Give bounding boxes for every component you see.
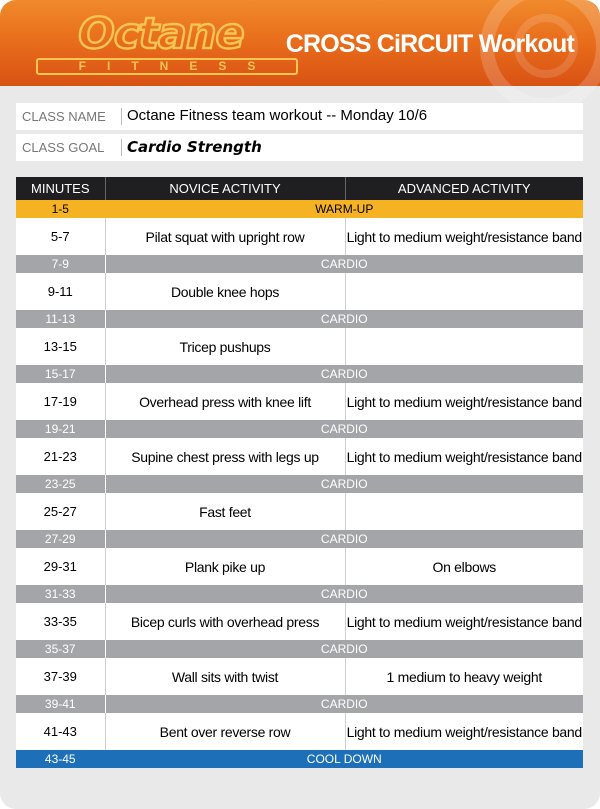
minutes-cell: 33-35 bbox=[16, 603, 105, 640]
column-header-minutes: MINUTES bbox=[16, 177, 105, 200]
novice-activity-cell: Fast feet bbox=[105, 493, 345, 530]
octane-logo bbox=[22, 9, 300, 75]
cardio-row bbox=[16, 310, 583, 328]
minutes-cell: 13-15 bbox=[16, 328, 105, 365]
cardio-row bbox=[16, 530, 583, 548]
activity-row bbox=[16, 548, 583, 585]
cardio-row bbox=[16, 585, 583, 603]
header-banner bbox=[0, 0, 600, 86]
cooldown-row bbox=[16, 750, 583, 768]
divider bbox=[121, 108, 122, 125]
class-name-row bbox=[16, 103, 583, 130]
minutes-cell: 19-21 bbox=[16, 420, 105, 438]
section-label: COOL DOWN bbox=[105, 750, 583, 768]
class-name-value: Octane Fitness team workout -- Monday 10/6 bbox=[127, 107, 428, 124]
advanced-activity-cell: 1 medium to heavy weight bbox=[345, 658, 583, 695]
minutes-cell: 5-7 bbox=[16, 218, 105, 255]
activity-row bbox=[16, 603, 583, 640]
section-label: CARDIO bbox=[105, 255, 583, 273]
cardio-row bbox=[16, 695, 583, 713]
minutes-cell: 23-25 bbox=[16, 475, 105, 493]
novice-activity-cell: Plank pike up bbox=[105, 548, 345, 585]
novice-activity-cell: Wall sits with twist bbox=[105, 658, 345, 695]
column-header-advanced: ADVANCED ACTIVITY bbox=[345, 177, 583, 200]
minutes-cell: 7-9 bbox=[16, 255, 105, 273]
novice-activity-cell: Supine chest press with legs up bbox=[105, 438, 345, 475]
section-label: CARDIO bbox=[105, 420, 583, 438]
activity-row bbox=[16, 713, 583, 750]
class-goal-value: Cardio Strength bbox=[127, 138, 262, 156]
advanced-activity-cell bbox=[345, 328, 583, 365]
minutes-cell: 35-37 bbox=[16, 640, 105, 658]
section-label: CARDIO bbox=[105, 640, 583, 658]
advanced-activity-cell: Light to medium weight/resistance band bbox=[345, 438, 583, 475]
logo-wordmark: Octane bbox=[78, 9, 244, 59]
activity-row bbox=[16, 658, 583, 695]
section-label: CARDIO bbox=[105, 530, 583, 548]
section-label: CARDIO bbox=[105, 365, 583, 383]
class-goal-row bbox=[16, 134, 583, 161]
advanced-activity-cell bbox=[345, 273, 583, 310]
table-header-row bbox=[16, 177, 583, 200]
divider bbox=[121, 139, 122, 156]
minutes-cell: 41-43 bbox=[16, 713, 105, 750]
cardio-row bbox=[16, 365, 583, 383]
schedule-table bbox=[16, 177, 583, 768]
activity-row bbox=[16, 328, 583, 365]
advanced-activity-cell: Light to medium weight/resistance band bbox=[345, 713, 583, 750]
novice-activity-cell: Double knee hops bbox=[105, 273, 345, 310]
advanced-activity-cell: On elbows bbox=[345, 548, 583, 585]
column-header-novice: NOVICE ACTIVITY bbox=[105, 177, 345, 200]
advanced-activity-cell: Light to medium weight/resistance band bbox=[345, 383, 583, 420]
section-label: CARDIO bbox=[105, 695, 583, 713]
minutes-cell: 11-13 bbox=[16, 310, 105, 328]
activity-row bbox=[16, 273, 583, 310]
novice-activity-cell: Overhead press with knee lift bbox=[105, 383, 345, 420]
activity-row bbox=[16, 438, 583, 475]
minutes-cell: 25-27 bbox=[16, 493, 105, 530]
minutes-cell: 37-39 bbox=[16, 658, 105, 695]
minutes-cell: 9-11 bbox=[16, 273, 105, 310]
minutes-cell: 27-29 bbox=[16, 530, 105, 548]
cardio-row bbox=[16, 640, 583, 658]
advanced-activity-cell: Light to medium weight/resistance band bbox=[345, 603, 583, 640]
minutes-cell: 43-45 bbox=[16, 750, 105, 768]
minutes-cell: 21-23 bbox=[16, 438, 105, 475]
section-label: CARDIO bbox=[105, 310, 583, 328]
minutes-cell: 17-19 bbox=[16, 383, 105, 420]
activity-row bbox=[16, 383, 583, 420]
advanced-activity-cell bbox=[345, 493, 583, 530]
activity-row bbox=[16, 493, 583, 530]
section-label: WARM-UP bbox=[105, 200, 583, 218]
minutes-cell: 31-33 bbox=[16, 585, 105, 603]
activity-row bbox=[16, 218, 583, 255]
section-label: CARDIO bbox=[105, 585, 583, 603]
class-name-label: CLASS NAME bbox=[22, 109, 106, 124]
novice-activity-cell: Bicep curls with overhead press bbox=[105, 603, 345, 640]
logo-subtitle: FITNESS bbox=[36, 58, 298, 75]
warmup-row bbox=[16, 200, 583, 218]
class-goal-label: CLASS GOAL bbox=[22, 140, 105, 155]
minutes-cell: 15-17 bbox=[16, 365, 105, 383]
novice-activity-cell: Bent over reverse row bbox=[105, 713, 345, 750]
novice-activity-cell: Tricep pushups bbox=[105, 328, 345, 365]
page-title: CROSS CiRCUIT Workout bbox=[285, 30, 574, 58]
novice-activity-cell: Pilat squat with upright row bbox=[105, 218, 345, 255]
cardio-row bbox=[16, 475, 583, 493]
minutes-cell: 39-41 bbox=[16, 695, 105, 713]
cardio-row bbox=[16, 255, 583, 273]
minutes-cell: 1-5 bbox=[16, 200, 105, 218]
cardio-row bbox=[16, 420, 583, 438]
minutes-cell: 29-31 bbox=[16, 548, 105, 585]
advanced-activity-cell: Light to medium weight/resistance band bbox=[345, 218, 583, 255]
section-label: CARDIO bbox=[105, 475, 583, 493]
